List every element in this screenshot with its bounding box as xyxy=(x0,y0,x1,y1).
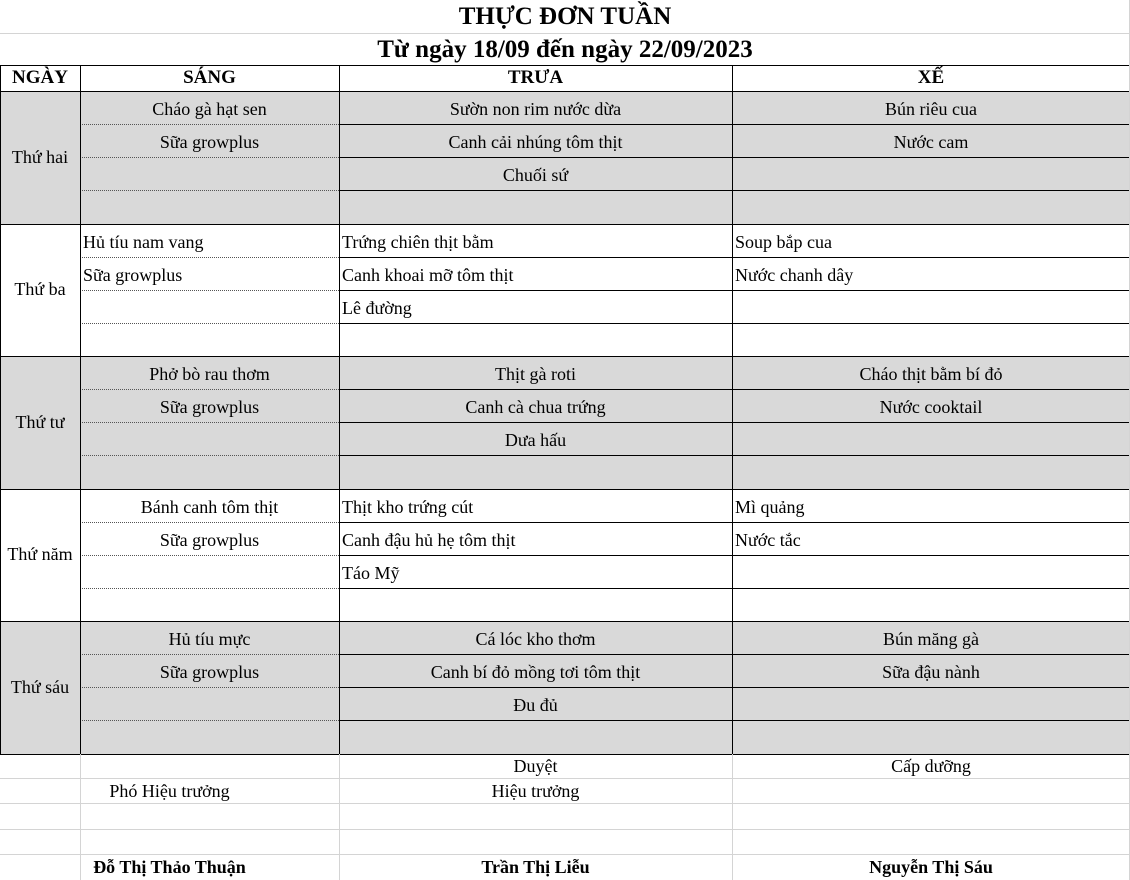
xe-menu-item: Bún măng gà xyxy=(883,629,979,650)
sang-menu-item: Sữa growplus xyxy=(159,132,260,153)
sang-menu-item: Bánh canh tôm thịt xyxy=(140,496,279,517)
trua-menu-item: Canh khoai mỡ tôm thịt xyxy=(342,264,514,285)
sang-menu-item xyxy=(80,157,339,190)
day-divider xyxy=(0,91,1130,92)
xe-menu-item: Nước cam xyxy=(893,132,969,153)
xe-menu-item xyxy=(732,588,1130,621)
date-range-subtitle: Từ ngày 18/09 đến ngày 22/09/2023 xyxy=(377,36,753,63)
xe-menu-item xyxy=(732,687,1130,720)
sang-menu-item xyxy=(80,720,339,753)
xe-menu-item: Bún riêu cua xyxy=(885,99,977,120)
xe-menu-item xyxy=(732,157,1130,190)
header-sang: SÁNG xyxy=(183,67,236,88)
principal-label: Hiệu trưởng xyxy=(491,781,580,801)
xe-menu-item: Nước tắc xyxy=(735,529,801,550)
trua-menu-item: Canh cà chua trứng xyxy=(465,397,606,418)
sang-menu-item: Cháo gà hạt sen xyxy=(152,99,267,120)
page-title: THỰC ĐƠN TUẦN xyxy=(458,3,672,30)
footer-gridline xyxy=(0,778,1130,779)
table-bottom-line xyxy=(0,754,1130,755)
header-trua: TRƯA xyxy=(507,67,564,88)
xe-menu-item: Nước cooktail xyxy=(879,397,983,418)
day-divider xyxy=(0,621,1130,622)
signature-cook: Nguyễn Thị Sáu xyxy=(869,857,993,877)
sang-menu-item xyxy=(80,323,339,356)
day-label: Thứ tư xyxy=(15,411,65,432)
header-xe: XẾ xyxy=(917,67,945,88)
trua-menu-item: Canh đậu hủ hẹ tôm thịt xyxy=(342,529,516,550)
vice-principal-label: Phó Hiệu trưởng xyxy=(109,781,230,801)
day-label: Thứ hai xyxy=(11,146,69,167)
trua-menu-item: Thịt kho trứng cút xyxy=(342,496,474,517)
signature-principal: Trần Thị Liễu xyxy=(481,857,590,877)
signature-vice-principal: Đỗ Thị Thảo Thuận xyxy=(93,857,246,877)
day-divider xyxy=(0,224,1130,225)
sang-menu-item xyxy=(80,588,339,621)
sang-menu-item xyxy=(80,290,339,323)
trua-menu-item: Trứng chiên thịt bằm xyxy=(342,231,494,252)
xe-menu-item xyxy=(732,555,1130,588)
column-divider xyxy=(339,65,340,754)
sang-menu-item: Sữa growplus xyxy=(83,264,183,285)
trua-menu-item: Cá lóc kho thơm xyxy=(475,629,596,650)
trua-menu-item xyxy=(339,588,732,621)
footer-gridline xyxy=(0,803,1130,804)
xe-menu-item xyxy=(732,720,1130,753)
trua-menu-item: Táo Mỹ xyxy=(342,562,400,583)
sang-menu-item: Hủ tíu nam vang xyxy=(83,231,204,252)
day-label: Thứ ba xyxy=(14,279,66,300)
xe-menu-item: Soup bắp cua xyxy=(735,231,832,252)
trua-menu-item xyxy=(339,720,732,753)
trua-menu-item xyxy=(339,190,732,223)
footer-gridline xyxy=(0,854,1130,855)
xe-menu-item: Mì quảng xyxy=(735,496,805,517)
trua-menu-item: Lê đường xyxy=(342,297,412,318)
xe-menu-item xyxy=(732,290,1130,323)
day-divider xyxy=(0,489,1130,490)
trua-menu-item: Canh cải nhúng tôm thịt xyxy=(448,132,623,153)
trua-menu-item xyxy=(339,455,732,488)
xe-menu-item xyxy=(732,190,1130,223)
sang-menu-item xyxy=(80,422,339,455)
trua-menu-item xyxy=(339,323,732,356)
footer-gridline xyxy=(0,829,1130,830)
sang-menu-item xyxy=(80,190,339,223)
trua-menu-item: Chuối sứ xyxy=(502,165,569,186)
sang-menu-item: Phở bò rau thơm xyxy=(149,364,270,385)
xe-menu-item: Nước chanh dây xyxy=(735,264,854,285)
trua-menu-item: Đu đủ xyxy=(513,695,558,716)
sang-menu-item xyxy=(80,687,339,720)
approve-label: Duyệt xyxy=(513,756,558,776)
xe-menu-item: Cháo thịt bằm bí đỏ xyxy=(859,364,1003,385)
sang-menu-item xyxy=(80,455,339,488)
column-divider xyxy=(80,65,81,754)
sang-menu-item: Hủ tíu mực xyxy=(168,629,251,650)
sang-menu-item: Sữa growplus xyxy=(159,529,260,550)
sang-menu-item xyxy=(80,555,339,588)
header-top-line xyxy=(0,65,1130,66)
xe-menu-item: Sữa đậu nành xyxy=(882,662,980,683)
xe-menu-item xyxy=(732,455,1130,488)
column-divider xyxy=(732,65,733,754)
sang-menu-item: Sữa growplus xyxy=(159,662,260,683)
day-label: Thứ sáu xyxy=(10,676,70,697)
xe-menu-item xyxy=(732,323,1130,356)
cook-label: Cấp dưỡng xyxy=(891,756,971,776)
header-ngay: NGÀY xyxy=(12,67,68,88)
column-divider xyxy=(0,65,1,754)
title-divider xyxy=(0,33,1130,34)
trua-menu-item: Sườn non rim nước dừa xyxy=(449,99,622,120)
trua-menu-item: Dưa hấu xyxy=(504,430,567,451)
trua-menu-item: Thịt gà roti xyxy=(495,364,576,385)
trua-menu-item: Canh bí đỏ mồng tơi tôm thịt xyxy=(430,662,641,683)
day-divider xyxy=(0,356,1130,357)
day-label: Thứ năm xyxy=(7,544,73,565)
xe-menu-item xyxy=(732,422,1130,455)
sang-menu-item: Sữa growplus xyxy=(159,397,260,418)
